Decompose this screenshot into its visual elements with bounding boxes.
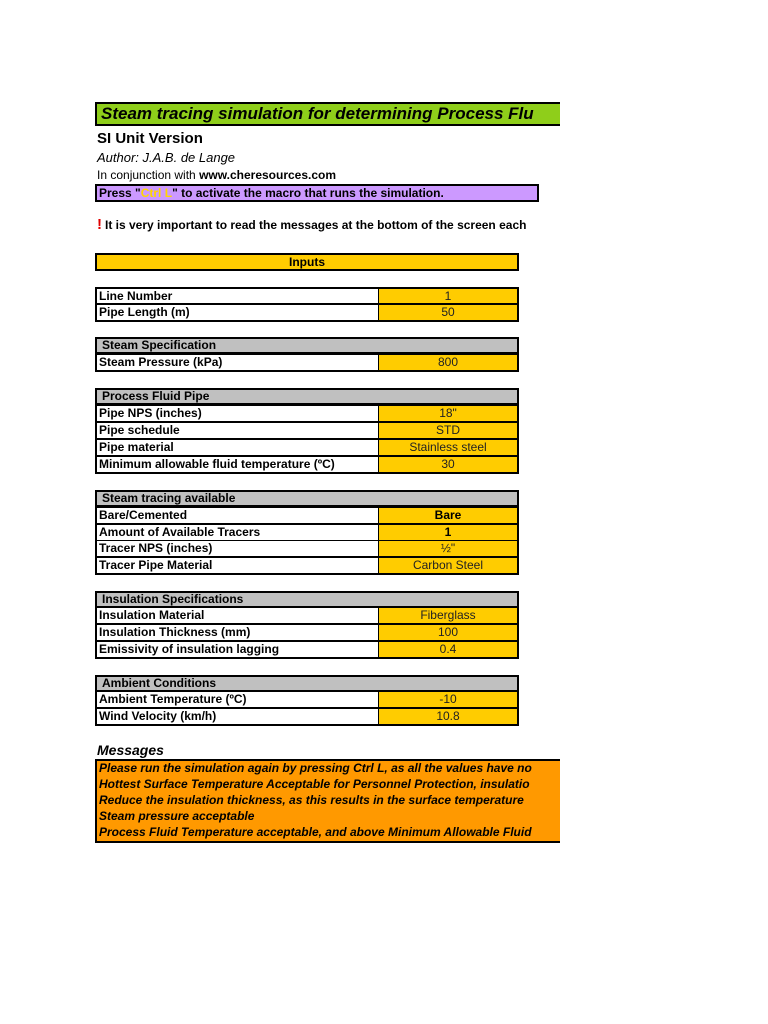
input-row-tracer-material [95, 557, 519, 574]
messages-panel [95, 759, 560, 843]
input-row-emissivity [95, 641, 519, 658]
message-line: Steam pressure acceptable [99, 809, 255, 823]
pipe-nps-cell[interactable]: 18" [378, 405, 519, 422]
group-border [95, 657, 519, 659]
input-row-steam-pressure [95, 354, 519, 371]
group-border [95, 724, 519, 726]
ambient-temp-cell[interactable]: -10 [378, 691, 519, 708]
warning-line [97, 216, 526, 233]
group-border [95, 320, 519, 322]
input-row-bare-cemented [95, 507, 519, 524]
row-label: Wind Velocity (km/h) [95, 708, 378, 725]
row-label: Line Number [95, 287, 378, 304]
row-label: Insulation Material [95, 607, 378, 624]
ctrl-l-key: Ctrl L [140, 186, 173, 200]
input-row-tracer-nps [95, 540, 519, 557]
row-label: Emissivity of insulation lagging [95, 641, 378, 658]
tracing-header: Steam tracing available [95, 490, 519, 507]
macro-instruction [95, 184, 539, 202]
wind-velocity-cell[interactable]: 10.8 [378, 708, 519, 725]
unit-version-label: SI Unit Version [97, 130, 203, 147]
input-row-tracer-count [95, 524, 519, 541]
website-link[interactable]: www.cheresources.com [199, 168, 337, 182]
row-label: Tracer Pipe Material [95, 557, 378, 574]
row-label: Insulation Thickness (mm) [95, 624, 378, 641]
input-row-line-number [95, 287, 519, 304]
input-row-ambient-temp [95, 691, 519, 708]
message-line: Hottest Surface Temperature Acceptable for Personnel Protection, insulatio [99, 777, 530, 791]
line-number-cell[interactable]: 1 [378, 287, 519, 304]
messages-title: Messages [97, 742, 164, 758]
row-label: Bare/Cemented [95, 507, 378, 524]
message-line: Please run the simulation again by pressing Ctrl L, as all the values have no [99, 761, 532, 775]
input-row-pipe-length [95, 304, 519, 321]
input-row-min-fluid-temp [95, 456, 519, 473]
insulation-thickness-cell[interactable]: 100 [378, 624, 519, 641]
tracer-nps-cell[interactable]: ½" [378, 540, 519, 557]
row-label: Pipe Length (m) [95, 304, 378, 321]
input-row-insulation-material [95, 607, 519, 624]
row-label: Pipe NPS (inches) [95, 405, 378, 422]
tracer-material-cell[interactable]: Carbon Steel [378, 557, 519, 574]
input-row-pipe-nps [95, 405, 519, 422]
macro-post-text: " to activate the macro that runs the simulation. [172, 186, 444, 200]
tracer-count-cell[interactable]: 1 [378, 524, 519, 541]
min-fluid-temp-cell[interactable]: 30 [378, 456, 519, 473]
pipe-length-cell[interactable]: 50 [378, 304, 519, 321]
conjunction-line [97, 168, 336, 182]
pipe-schedule-cell[interactable]: STD [378, 422, 519, 439]
bare-cemented-cell[interactable]: Bare [378, 507, 519, 524]
insulation-header: Insulation Specifications [95, 591, 519, 608]
message-line: Process Fluid Temperature acceptable, and above Minimum Allowable Fluid [99, 825, 532, 839]
exclamation-icon: ! [97, 216, 102, 233]
emissivity-cell[interactable]: 0.4 [378, 641, 519, 658]
conjunction-text: In conjunction with [97, 168, 196, 182]
row-label: Steam Pressure (kPa) [95, 354, 378, 371]
row-label: Pipe schedule [95, 422, 378, 439]
ambient-header: Ambient Conditions [95, 675, 519, 692]
group-border [95, 370, 519, 372]
input-row-wind-velocity [95, 708, 519, 725]
author-label: Author: J.A.B. de Lange [97, 150, 236, 165]
insulation-material-cell[interactable]: Fiberglass [378, 607, 519, 624]
message-line: Reduce the insulation thickness, as this results in the surface temperature [99, 793, 524, 807]
input-row-insulation-thickness [95, 624, 519, 641]
process-pipe-header: Process Fluid Pipe [95, 388, 519, 405]
row-label: Pipe material [95, 439, 378, 456]
row-label: Amount of Available Tracers [95, 524, 378, 541]
pipe-material-cell[interactable]: Stainless steel [378, 439, 519, 456]
input-row-pipe-material [95, 439, 519, 456]
input-row-pipe-schedule [95, 422, 519, 439]
sheet-title: Steam tracing simulation for determining Process Flu [95, 102, 560, 126]
warning-text: It is very important to read the messages at the bottom of the screen each [105, 218, 527, 232]
row-label: Minimum allowable fluid temperature (ºC) [95, 456, 378, 473]
steam-spec-header: Steam Specification [95, 337, 519, 354]
steam-pressure-cell[interactable]: 800 [378, 354, 519, 371]
inputs-header: Inputs [95, 253, 519, 271]
row-label: Ambient Temperature (ºC) [95, 691, 378, 708]
group-border [95, 472, 519, 474]
macro-pre-text: Press " [99, 186, 141, 200]
row-label: Tracer NPS (inches) [95, 540, 378, 557]
group-border [95, 573, 519, 575]
